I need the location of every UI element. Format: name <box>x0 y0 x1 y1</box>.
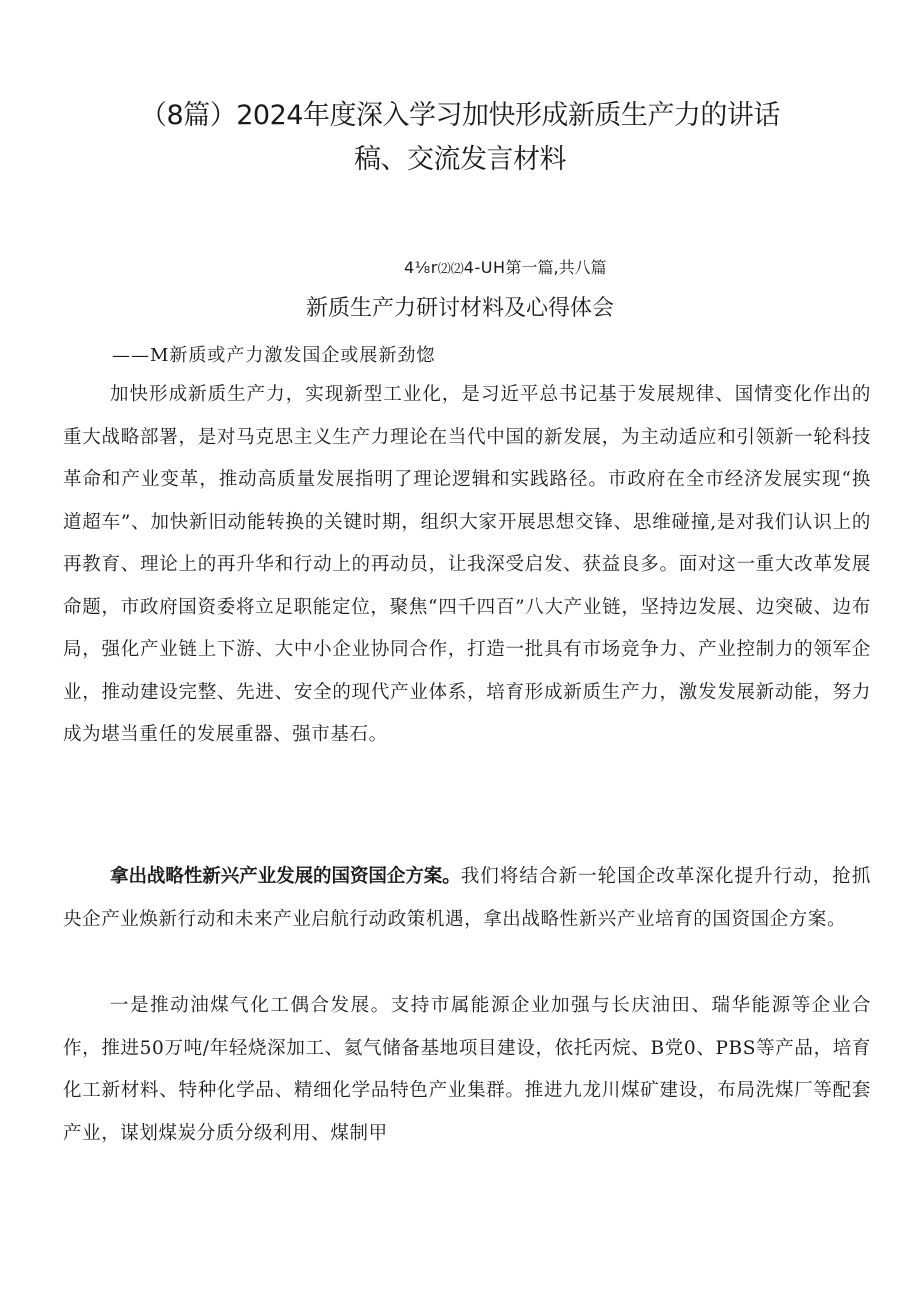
part-label-garbled: 4⅛r <box>404 258 438 277</box>
part-label <box>404 256 607 282</box>
paragraph-1: 加快形成新质生产力，实现新型工业化，是习近平总书记基于发展规律、国情变化作出的重大战略部署，是对马克思主义生产力理论在当代中国的新发展，为主动适应和引领新一轮科技革命和产业变革，推动高质量发展指明了理论逻辑和实践路径。市政府在全市经济发展实现“换道超车”、加快新旧动能转换的关键时期，组织大家开展思想交锋、思维碰撞,是对我们认识上的再教育、理论上的再升华和行动上的再动员，让我深受启发、获益良多。面对这一重大改革发展命题，市政府国资委将立足职能定位，聚焦“四千四百”八大产业链，坚持边发展、边突破、边布局，强化产业链上下游、大中小企业协同合作，打造一批具有市场竞争力、产业控制力的领军企业，推动建设完整、先进、安全的现代产业体系，培育形成新质生产力，激发发展新动能，努力成为堪当重任的发展重器、强市基石。 <box>63 384 871 745</box>
document-title-line2: 稿、交流发言材料 <box>354 144 566 175</box>
article-title: 新质生产力研讨材料及心得体会 <box>305 296 614 321</box>
article-subtitle: ——M新质或产力激发国企或展新劲惚 <box>112 345 436 366</box>
part-label-small: ⑵⑵ <box>437 262 464 277</box>
part-label-code: 4-UH <box>463 258 506 277</box>
document-title-line1: （8篇）2024年度深入学习加快形成新质生产力的讲话 <box>140 100 780 131</box>
part-label-text: 第一篇,共八篇 <box>505 258 607 277</box>
paragraph-3: 一是推动油煤气化工偶合发展。支持市属能源企业加强与长庆油田、瑞华能源等企业合作，推进50万吨/年轻烧深加工、氦气储备基地项目建设，依托丙烷、B党0、PBS等产品，培育化工新材料、特种化学品、精细化学品特色产业集群。推进九龙川煤矿建设，布局洗煤厂等配套产业，谋划煤炭分质分级利用、煤制甲 <box>63 995 871 1144</box>
paragraph-2-body: 我们将结合新一轮国企改革深化提升行动，抢抓央企产业焕新行动和未来产业启航行动政策机遇，拿出战略性新兴产业培育的国资国企方案。 <box>63 866 871 930</box>
paragraph-2 <box>63 856 871 941</box>
paragraph-2-lead: 拿出战略性新兴产业发展的国资国企方案。 <box>110 866 461 887</box>
